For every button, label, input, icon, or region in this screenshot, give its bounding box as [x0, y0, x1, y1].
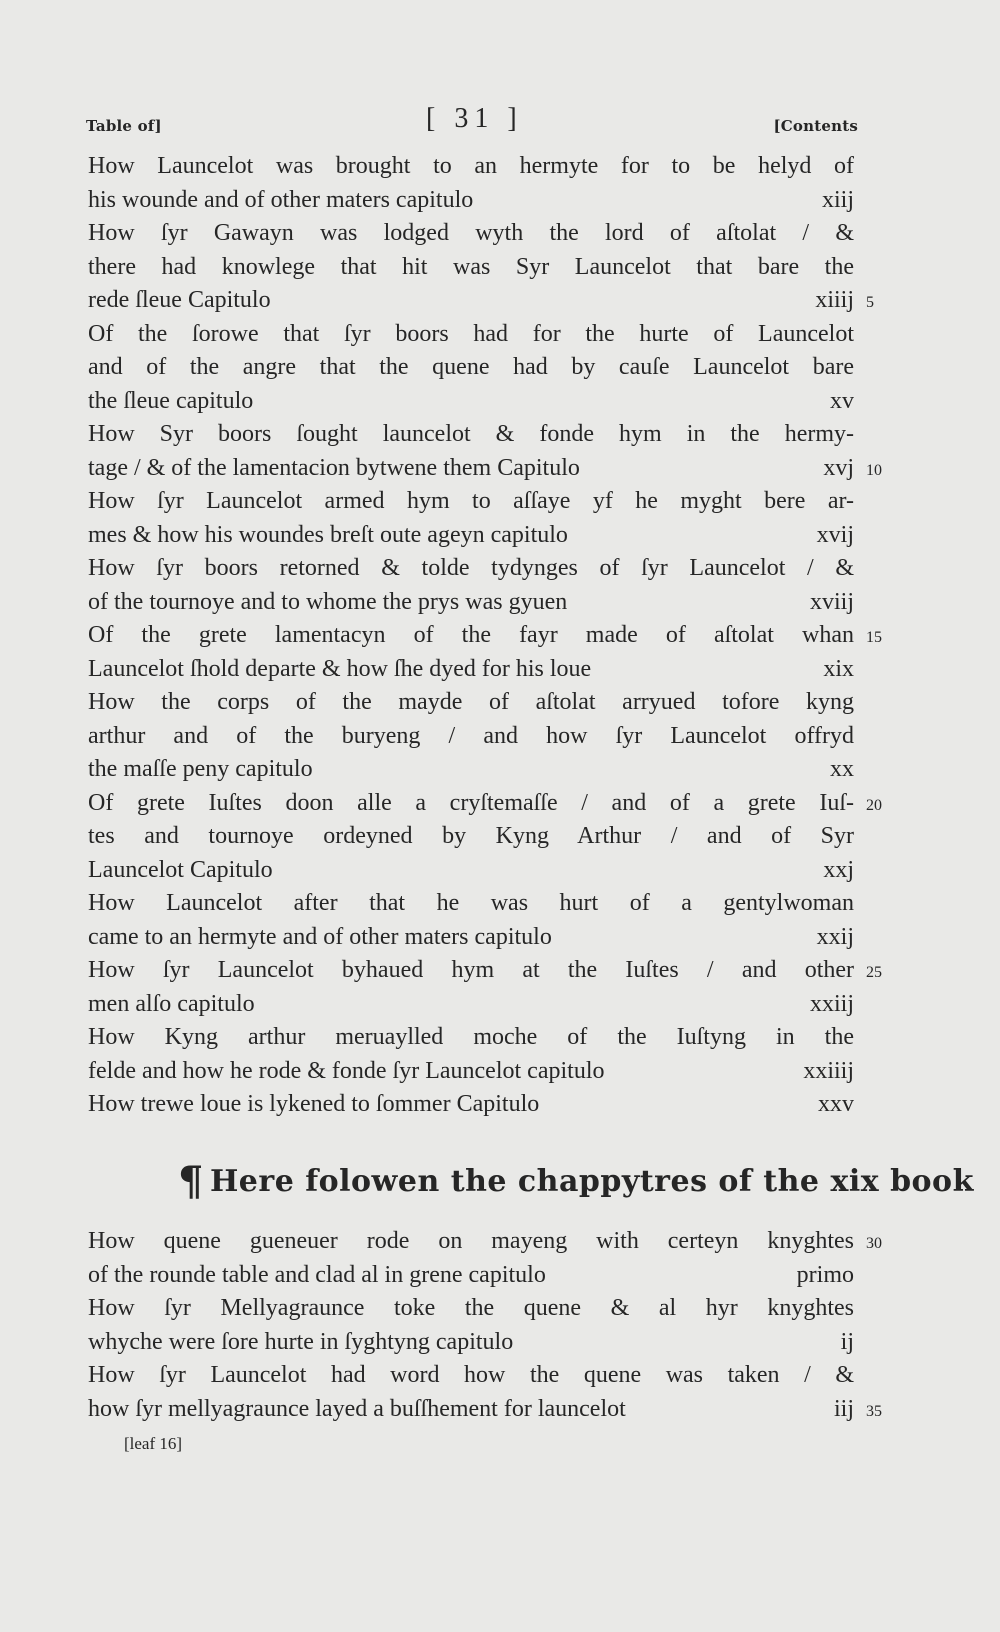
contents-line	[88, 184, 854, 218]
contents-line	[88, 251, 854, 285]
entry-text: rede ſleue Capitulo	[88, 287, 271, 313]
margin-line-number: 30	[866, 1235, 882, 1252]
entry-text: Of grete Iuſtes doon alle a cryſtemaſſe / and of a grete Iuſ-	[88, 789, 854, 816]
leaf-marker: [leaf 16]	[124, 1434, 183, 1453]
chapter-number: xxij	[816, 923, 854, 950]
chapter-number: xvij	[816, 521, 854, 548]
chapter-number: xiij	[821, 186, 854, 213]
contents-line	[88, 1259, 854, 1293]
chapter-number: xxiiij	[803, 1057, 854, 1084]
contents-line	[88, 1326, 854, 1360]
entry-text: Of the grete lamentacyn of the fayr made of aſtolat whan	[88, 622, 854, 648]
entry-text: How Launcelot after that he was hurt of a gentylwoman	[88, 890, 854, 916]
running-header	[86, 103, 858, 143]
contents-line	[88, 887, 854, 921]
contents-block-book-19	[88, 1225, 882, 1426]
entry-text: how ſyr mellyagraunce layed a buſſhement for launcelot	[88, 1395, 626, 1422]
contents-line	[88, 653, 854, 687]
entry-text: Launcelot Capitulo	[88, 856, 273, 883]
contents-line	[88, 820, 854, 854]
margin-line-number: 25	[866, 964, 882, 981]
margin-line-number: 10	[866, 461, 882, 479]
contents-line	[88, 1021, 854, 1055]
contents-line	[88, 1055, 854, 1089]
entry-text: mes & how his woundes breſt oute ageyn capitulo	[88, 521, 568, 548]
entry-text: his wounde and of other maters capitulo	[88, 186, 474, 213]
entry-text: How ſyr Gawayn was lodged wyth the lord of aſtolat / &	[88, 220, 854, 246]
entry-text: Of the ſorowe that ſyr boors had for the hurte of Launcelot	[88, 320, 854, 347]
margin-line-number: 5	[866, 294, 874, 311]
entry-text: arthur and of the buryeng / and how ſyr Launcelot offryd	[88, 722, 854, 749]
entry-text: How Syr boors ſought launcelot & fonde hym in the hermy-	[88, 421, 854, 447]
contents-line	[88, 150, 854, 184]
entry-text: tage / & of the lamentacion bytwene them Capitulo	[88, 454, 580, 481]
contents-line	[88, 720, 854, 754]
contents-line	[88, 988, 854, 1022]
entry-text: the ſleue capitulo	[88, 387, 254, 414]
contents-line	[88, 552, 854, 586]
chapter-number: xiiij	[815, 287, 854, 313]
rubric-text: Here folowen the chappytres of the xix book	[209, 1164, 974, 1199]
entry-text: How Launcelot was brought to an hermyte for to be helyd of	[88, 153, 854, 179]
chapter-number: xvj	[823, 454, 854, 481]
entry-text: How quene gueneuer rode on mayeng with certeyn knyghtes	[88, 1228, 854, 1254]
contents-line	[88, 1088, 854, 1122]
contents-line	[88, 921, 854, 955]
chapter-number: ij	[840, 1328, 854, 1355]
entry-text: How ſyr Launcelot armed hym to aſſaye yf he myght bere ar-	[88, 488, 854, 514]
entry-text: How ſyr Launcelot had word how the quene was taken / &	[88, 1362, 854, 1388]
entry-text: the maſſe peny capitulo	[88, 756, 313, 782]
contents-line	[88, 485, 854, 519]
contents-line	[88, 351, 854, 385]
entry-text: felde and how he rode & fonde ſyr Launcelot capitulo	[88, 1057, 605, 1084]
margin-line-number: 20	[866, 796, 882, 814]
contents-line	[88, 954, 882, 988]
chapter-number: xv	[830, 387, 854, 414]
contents-line	[88, 686, 854, 720]
contents-line	[88, 1292, 854, 1326]
page-number: [ 31 ]	[426, 103, 523, 134]
entry-text: came to an hermyte and of other maters capitulo	[88, 923, 552, 950]
contents-line	[88, 1393, 882, 1427]
pilcrow-icon: ¶	[178, 1158, 204, 1205]
entry-text: tes and tournoye ordeyned by Kyng Arthur / and of Syr	[88, 823, 854, 849]
contents-line	[88, 284, 874, 318]
entry-text: How trewe loue is lykened to ſommer Capitulo	[88, 1091, 540, 1117]
margin-line-number: 35	[866, 1402, 882, 1420]
entry-text: How Kyng arthur meruaylled moche of the Iuſtyng in the	[88, 1024, 854, 1050]
header-right: [Contents	[773, 117, 858, 135]
contents-line	[88, 787, 882, 821]
entry-text: How ſyr Launcelot byhaued hym at the Iuſtes / and other	[88, 957, 854, 983]
entry-text: men alſo capitulo	[88, 990, 255, 1017]
contents-line	[88, 619, 882, 653]
entry-text: of the rounde table and clad al in grene capitulo	[88, 1261, 546, 1288]
contents-line	[88, 854, 854, 888]
chapter-number: xix	[823, 655, 854, 682]
entry-text: How ſyr boors retorned & tolde tydynges of ſyr Launcelot / &	[88, 555, 854, 581]
chapter-number: xxj	[823, 856, 854, 883]
contents-line	[88, 1359, 854, 1393]
contents-line	[88, 418, 854, 452]
contents-line	[88, 217, 854, 251]
contents-line	[88, 318, 854, 352]
contents-line	[88, 586, 854, 620]
contents-line	[88, 753, 854, 787]
margin-line-number: 15	[866, 629, 882, 646]
chapter-number: iij	[833, 1395, 854, 1422]
book-rubric-heading	[178, 1158, 974, 1205]
entry-text: of the tournoye and to whome the prys was gyuen	[88, 588, 568, 615]
chapter-number: primo	[796, 1261, 854, 1288]
contents-line	[88, 519, 854, 553]
header-left: Table of]	[86, 117, 162, 135]
entry-text: How the corps of the mayde of aſtolat arryued tofore kyng	[88, 689, 854, 715]
entry-text: Launcelot ſhold departe & how ſhe dyed for his loue	[88, 655, 592, 682]
entry-text: How ſyr Mellyagraunce toke the quene & al hyr knyghtes	[88, 1295, 854, 1321]
entry-text: whyche were ſore hurte in ſyghtyng capitulo	[88, 1328, 514, 1355]
entry-text: there had knowlege that hit was Syr Launcelot that bare the	[88, 253, 854, 280]
chapter-number: xviij	[809, 588, 854, 615]
contents-line	[88, 452, 882, 486]
entry-text: and of the angre that the quene had by cauſe Launcelot bare	[88, 354, 854, 380]
chapter-number: xxv	[818, 1091, 854, 1117]
chapter-number: xx	[830, 756, 854, 782]
contents-line	[88, 385, 854, 419]
chapter-number: xxiij	[809, 990, 854, 1017]
contents-line	[88, 1225, 882, 1259]
contents-block-book-18	[88, 150, 882, 1122]
